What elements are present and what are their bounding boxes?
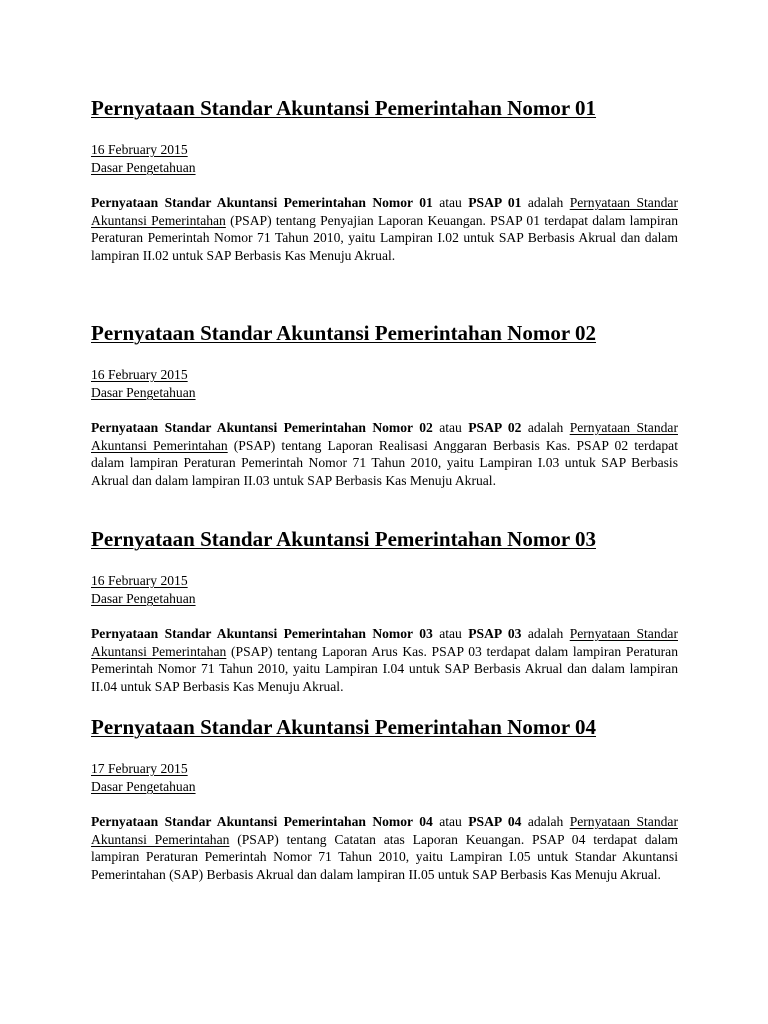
post-body bbox=[91, 813, 678, 884]
post-adalah: adalah bbox=[521, 814, 570, 829]
post-adalah: adalah bbox=[521, 626, 570, 641]
post-date-link[interactable]: 17 February 2015 bbox=[91, 761, 188, 776]
post-category-link[interactable]: Dasar Pengetahuan bbox=[91, 385, 196, 400]
post-psap-02 bbox=[91, 320, 678, 489]
post-abbr-bold: PSAP 02 bbox=[468, 420, 522, 435]
post-date-link[interactable]: 16 February 2015 bbox=[91, 367, 188, 382]
post-title-link[interactable]: Pernyataan Standar Akuntansi Pemerintahan Nomor 03 bbox=[91, 527, 597, 551]
post-title-link[interactable]: Pernyataan Standar Akuntansi Pemerintahan Nomor 01 bbox=[91, 96, 597, 120]
psap-link[interactable]: Pernyataan Standar Akuntansi Pemerintahan bbox=[91, 420, 678, 453]
post-date-link[interactable]: 16 February 2015 bbox=[91, 142, 188, 157]
post-title-link[interactable]: Pernyataan Standar Akuntansi Pemerintahan Nomor 04 bbox=[91, 715, 597, 739]
post-rest-text: (PSAP) tentang Laporan Arus Kas. PSAP 03 terdapat dalam lampiran Peraturan Pemerintah Nomor 71 Tahun 2010, yaitu Lampiran I.04 untuk SAP Berbasis Akrual dan dalam lampiran II.04 untuk SAP Berbasis Kas Menuju Akrual. bbox=[91, 643, 678, 695]
post-abbr-bold: PSAP 04 bbox=[468, 814, 522, 829]
post-category-link[interactable]: Dasar Pengetahuan bbox=[91, 160, 196, 175]
post-name-bold: Pernyataan Standar Akuntansi Pemerintahan Nomor 04 bbox=[91, 814, 433, 829]
post-connector: atau bbox=[432, 195, 469, 210]
post-psap-03 bbox=[91, 526, 678, 695]
post-body bbox=[91, 194, 678, 265]
post-body bbox=[91, 419, 678, 490]
post-connector: atau bbox=[432, 814, 469, 829]
post-abbr-bold: PSAP 03 bbox=[468, 626, 522, 641]
post-psap-01 bbox=[91, 95, 678, 264]
post-name-bold: Pernyataan Standar Akuntansi Pemerintahan Nomor 03 bbox=[91, 626, 433, 641]
psap-link[interactable]: Pernyataan Standar Akuntansi Pemerintahan bbox=[91, 814, 678, 847]
post-body bbox=[91, 625, 678, 696]
post-connector: atau bbox=[432, 420, 469, 435]
post-date-link[interactable]: 16 February 2015 bbox=[91, 573, 188, 588]
post-adalah: adalah bbox=[521, 195, 570, 210]
post-rest-text: (PSAP) tentang Catatan atas Laporan Keuangan. PSAP 04 terdapat dalam lampiran Peraturan Pemerintah Nomor 71 Tahun 2010, yaitu Lampiran I.05 untuk Standar Akuntansi Pemerintahan (SAP) Berbasis Akrual dan dalam lampiran II.05 untuk SAP Berbasis Kas Menuju Akrual. bbox=[91, 831, 678, 883]
post-abbr-bold: PSAP 01 bbox=[468, 195, 522, 210]
post-name-bold: Pernyataan Standar Akuntansi Pemerintahan Nomor 02 bbox=[91, 420, 433, 435]
post-title-link[interactable]: Pernyataan Standar Akuntansi Pemerintahan Nomor 02 bbox=[91, 321, 597, 345]
psap-link[interactable]: Pernyataan Standar Akuntansi Pemerintahan bbox=[91, 626, 678, 659]
psap-link[interactable]: Pernyataan Standar Akuntansi Pemerintahan bbox=[91, 195, 678, 228]
post-adalah: adalah bbox=[521, 420, 570, 435]
post-psap-04 bbox=[91, 714, 678, 883]
post-rest-text: (PSAP) tentang Penyajian Laporan Keuangan. PSAP 01 terdapat dalam lampiran Peraturan Pemerintah Nomor 71 Tahun 2010, yaitu Lampiran I.02 untuk SAP Berbasis Akrual dan dalam lampiran II.02 untuk SAP Berbasis Kas Menuju Akrual. bbox=[91, 212, 678, 264]
post-category-link[interactable]: Dasar Pengetahuan bbox=[91, 779, 196, 794]
post-category-link[interactable]: Dasar Pengetahuan bbox=[91, 591, 196, 606]
post-rest-text: (PSAP) tentang Laporan Realisasi Anggaran Berbasis Kas. PSAP 02 terdapat dalam lampiran Peraturan Pemerintah Nomor 71 Tahun 2010, yaitu Lampiran I.03 untuk SAP Berbasis Akrual dan dalam lampiran II.03 untuk SAP Berbasis Kas Menuju Akrual. bbox=[91, 437, 678, 489]
post-name-bold: Pernyataan Standar Akuntansi Pemerintahan Nomor 01 bbox=[91, 195, 433, 210]
post-connector: atau bbox=[432, 626, 469, 641]
